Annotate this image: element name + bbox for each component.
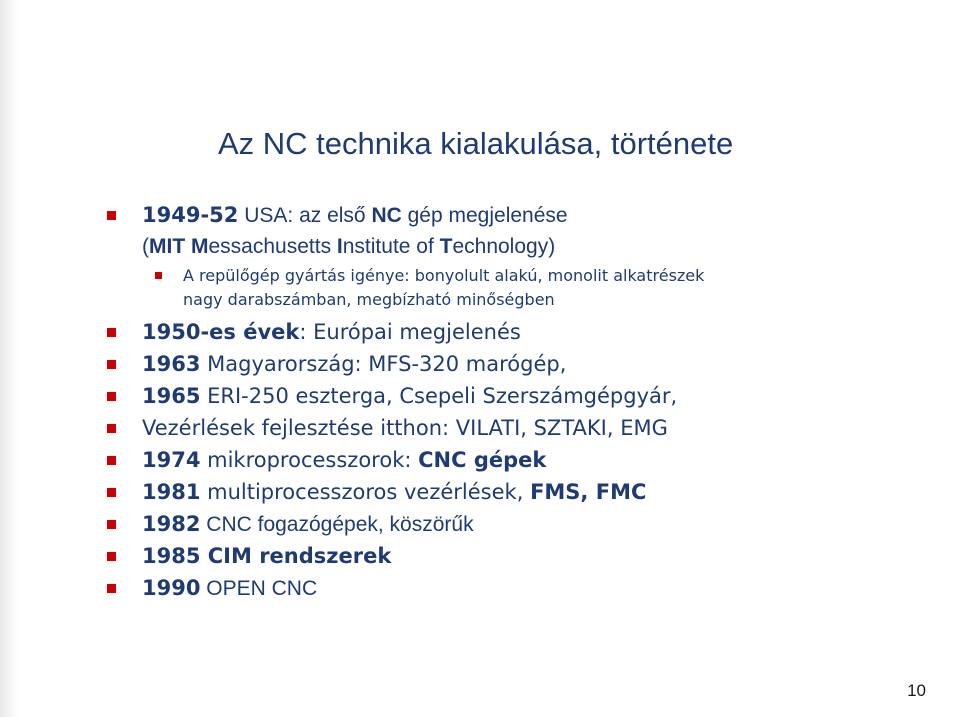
- list-item: Vezérlések fejlesztése itthon: VILATI, SZTAKI, EMG: [142, 416, 668, 440]
- page-number: 10: [907, 681, 926, 700]
- bullet-square-icon: [107, 584, 116, 593]
- slide-title: Az NC technika kialakulása, története: [218, 126, 734, 161]
- bullet-square-icon: [107, 328, 116, 337]
- sub-list-item: A repülőgép gyártás igénye: bonyolult alakú, monolit alkatrészek: [183, 266, 705, 285]
- bullet-square-icon: [107, 424, 116, 433]
- list-item: 1990 OPEN CNC: [142, 576, 318, 600]
- bullet-square-icon: [107, 211, 116, 220]
- list-item: 1949-52 USA: az első NC gép megjelenése: [142, 203, 568, 227]
- bullet-square-icon: [107, 520, 116, 529]
- bullet-square-icon: [107, 488, 116, 497]
- bullet-square-icon: [107, 360, 116, 369]
- list-item-continuation: (MIT Messachusetts Institute of Technology): [142, 235, 556, 258]
- left-decor-bar: [0, 0, 18, 717]
- list-item: 1974 mikroprocesszorok: CNC gépek: [142, 448, 547, 472]
- bullet-square-icon: [107, 552, 116, 561]
- list-item: 1965 ERI-250 eszterga, Csepeli Szerszámgépgyár,: [142, 384, 678, 408]
- list-item: 1981 multiprocesszoros vezérlések, FMS, FMC: [142, 480, 647, 504]
- bullet-square-icon: [107, 392, 116, 401]
- item-year: 1949-52: [142, 203, 239, 227]
- sub-list-item-continuation: nagy darabszámban, megbízható minőségben: [183, 290, 555, 309]
- bullet-square-icon: [107, 456, 116, 465]
- list-item: 1963 Magyarország: MFS-320 marógép,: [142, 352, 567, 376]
- list-item: 1985 CIM rendszerek: [142, 544, 392, 568]
- list-item: 1950-es évek: Európai megjelenés: [142, 320, 521, 344]
- sub-bullet-square-icon: [155, 272, 162, 279]
- list-item: 1982 CNC fogazógépek, köszörűk: [142, 512, 474, 536]
